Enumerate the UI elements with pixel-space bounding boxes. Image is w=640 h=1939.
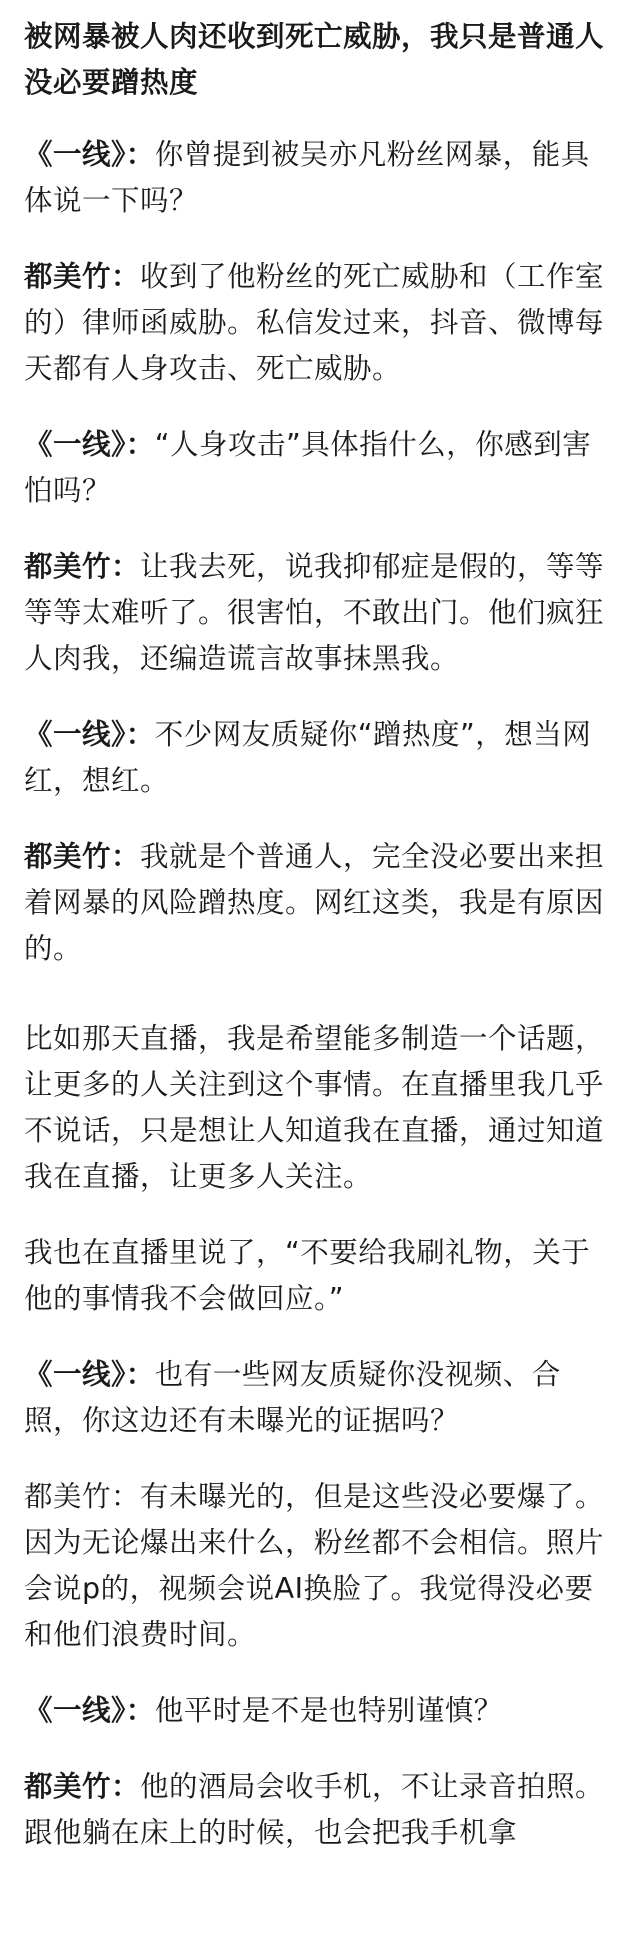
paragraph-interviewer [24, 132, 618, 224]
speaker-label: 《一线》： [24, 138, 155, 171]
speaker-label: 《一线》： [24, 1694, 155, 1727]
paragraph-interviewer [24, 1352, 618, 1444]
paragraph-text: 也有一些网友质疑你没视频、合照，你这边还有未曝光的证据吗？ [24, 1358, 561, 1437]
paragraph-text: 让我去死，说我抑郁症是假的，等等等等太难听了。很害怕，不敢出门。他们疯狂人肉我，还编造谎言故事抹黑我。 [24, 550, 605, 675]
speaker-label: 都美竹： [24, 1770, 141, 1803]
speaker-label: 都美竹： [24, 840, 141, 873]
speaker-label: 都美竹： [24, 1480, 141, 1513]
paragraph-text: 你曾提到被吴亦凡粉丝网暴，能具体说一下吗？ [24, 138, 590, 217]
headline: 被网暴被人肉还收到死亡威胁，我只是普通人没必要蹭热度 [24, 20, 605, 99]
paragraph-text: 他平时是不是也特别谨慎？ [154, 1694, 503, 1727]
paragraph-continuation [24, 1230, 618, 1322]
paragraph-interviewee [24, 1474, 618, 1658]
paragraph-interviewer [24, 422, 618, 514]
speaker-label: 都美竹： [24, 260, 141, 293]
paragraph-text: “人身攻击”具体指什么，你感到害怕吗？ [24, 428, 592, 507]
paragraph-text: 不少网友质疑你“蹭热度”，想当网红，想红。 [24, 718, 592, 797]
paragraph-interviewer [24, 1688, 618, 1734]
speaker-label: 《一线》： [24, 428, 155, 461]
paragraph-interviewee [24, 544, 618, 682]
paragraph-interviewer [24, 712, 618, 804]
speaker-label: 《一线》： [24, 718, 155, 751]
speaker-label: 《一线》： [24, 1358, 155, 1391]
paragraph-text: 有未曝光的，但是这些没必要爆了。因为无论爆出来什么，粉丝都不会相信。照片会说p的，视频会说AI换脸了。我觉得没必要和他们浪费时间。 [24, 1480, 605, 1651]
paragraph-interviewee [24, 254, 618, 392]
paragraph-interviewee [24, 834, 618, 972]
paragraph-text: 收到了他粉丝的死亡威胁和（工作室的）律师函威胁。私信发过来，抖音、微博每天都有人身攻击、死亡威胁。 [24, 260, 605, 385]
paragraph-text: 我也在直播里说了，“不要给我刷礼物，关于他的事情我不会做回应。” [24, 1236, 591, 1315]
paragraph-text: 他的酒局会收手机，不让录音拍照。跟他躺在床上的时候，也会把我手机拿 [24, 1770, 605, 1849]
speaker-label: 都美竹： [24, 550, 141, 583]
paragraph-continuation [24, 1016, 618, 1200]
article-body [24, 14, 618, 1886]
paragraph-interviewee [24, 1764, 618, 1856]
paragraph-text: 我就是个普通人，完全没必要出来担着网暴的风险蹭热度。网红这类，我是有原因的。 [24, 840, 605, 965]
paragraph-text: 比如那天直播，我是希望能多制造一个话题，让更多的人关注到这个事情。在直播里我几乎不说话，只是想让人知道我在直播，通过知道我在直播，让更多人关注。 [24, 1022, 605, 1193]
